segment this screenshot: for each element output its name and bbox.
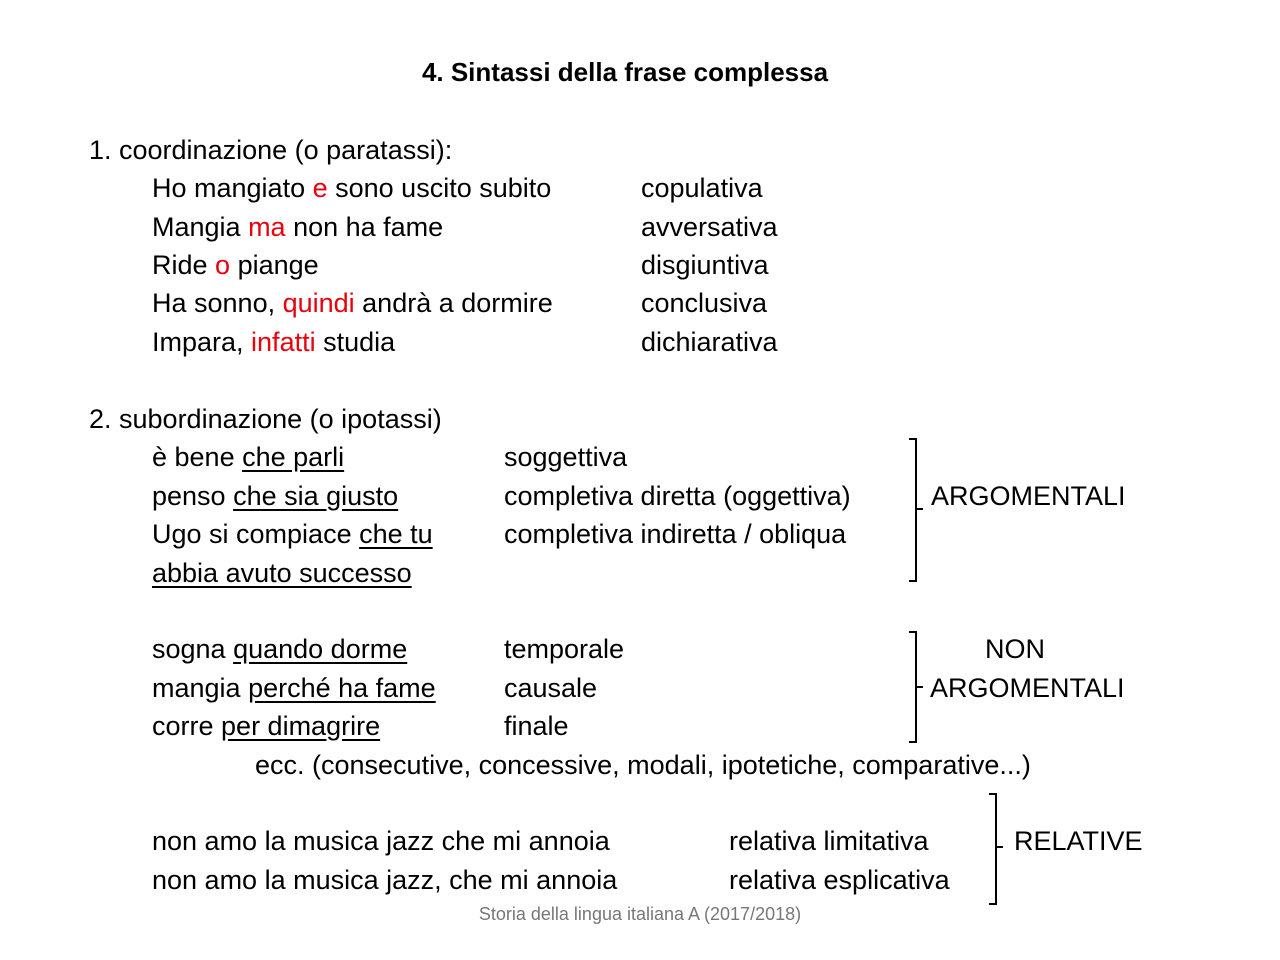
nonarg-sentence-2: mangia perché ha fame xyxy=(152,673,436,703)
relative-sentence-2: non amo la musica jazz, che mi annoia xyxy=(152,865,618,895)
coord-type-5: dichiarativa xyxy=(641,327,778,357)
coord-sentence-5: Impara, infatti studia xyxy=(152,327,396,357)
conjunction: quindi xyxy=(282,288,355,318)
relative-type-1: relativa limitativa xyxy=(729,826,929,856)
subordinate-clause: abbia avuto successo xyxy=(152,558,412,588)
bracket-tick xyxy=(997,846,1003,848)
non-label-line2: ARGOMENTALI xyxy=(930,673,1125,703)
subordinate-clause: per dimagrire xyxy=(221,711,381,741)
nonarg-sentence-3: corre per dimagrire xyxy=(152,711,381,741)
etc-line: ecc. (consecutive, concessive, modali, ipotetiche, comparative...) xyxy=(255,750,1031,780)
subordinate-clause: che parli xyxy=(242,442,345,472)
conjunction: e xyxy=(312,173,328,203)
coord-type-4: conclusiva xyxy=(641,288,768,318)
relative-sentence-1: non amo la musica jazz che mi annoia xyxy=(152,826,610,856)
nonarg-type-2: causale xyxy=(504,673,598,703)
subordinate-clause: quando dorme xyxy=(233,634,408,664)
sub-sentence-3-cont xyxy=(152,557,412,589)
sub-type-2: completiva diretta (oggettiva) xyxy=(504,481,851,511)
coord-sentence-2: Mangia ma non ha fame xyxy=(152,212,444,242)
page-title: 4. Sintassi della frase complessa xyxy=(421,57,829,87)
sub-sentence-3: Ugo si compiace che tu xyxy=(152,519,433,549)
relative-bracket xyxy=(989,793,997,905)
coord-type-1: copulativa xyxy=(641,173,763,203)
conjunction: o xyxy=(215,250,231,280)
nonarg-type-3: finale xyxy=(504,711,569,741)
non-argomentali-bracket xyxy=(909,631,917,743)
subordinate-clause: che sia giusto xyxy=(233,481,399,511)
sub-type-1: soggettiva xyxy=(504,442,628,472)
footer: Storia della lingua italiana A (2017/2018) xyxy=(478,904,802,924)
coord-sentence-4: Ha sonno, quindi andrà a dormire xyxy=(152,288,553,318)
subordination-heading: 2. subordinazione (o ipotassi) xyxy=(89,404,442,434)
non-label-line1: NON xyxy=(985,634,1045,664)
nonarg-sentence-1: sogna quando dorme xyxy=(152,634,408,664)
relative-type-2: relativa esplicativa xyxy=(729,865,950,895)
coord-type-2: avversativa xyxy=(641,212,778,242)
bracket-tick xyxy=(917,508,923,510)
conjunction: ma xyxy=(248,212,286,242)
coord-sentence-3: Ride o piange xyxy=(152,250,319,280)
sub-sentence-1: è bene che parli xyxy=(152,442,345,472)
sub-sentence-2: penso che sia giusto xyxy=(152,481,399,511)
nonarg-type-1: temporale xyxy=(504,634,625,664)
argomentali-bracket xyxy=(909,438,917,582)
bracket-tick xyxy=(917,686,923,688)
coord-sentence-1: Ho mangiato e sono uscito subito xyxy=(152,173,552,203)
argomentali-label: ARGOMENTALI xyxy=(931,481,1126,511)
sub-type-3: completiva indiretta / obliqua xyxy=(504,519,847,549)
relative-label: RELATIVE xyxy=(1014,826,1143,856)
coord-type-3: disgiuntiva xyxy=(641,250,769,280)
coordination-heading: 1. coordinazione (o paratassi): xyxy=(89,135,453,165)
subordinate-clause: che tu xyxy=(359,519,433,549)
subordinate-clause: perché ha fame xyxy=(248,673,436,703)
conjunction: infatti xyxy=(251,327,316,357)
